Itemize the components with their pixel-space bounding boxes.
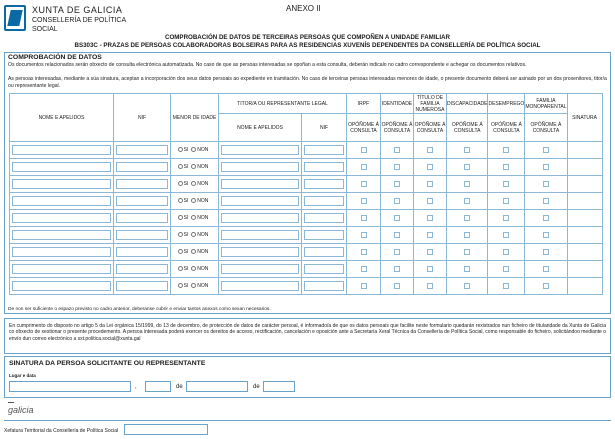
col-identity: IDENTIDADE: [381, 94, 414, 114]
table-cell: [171, 244, 219, 261]
section-para-2: As persoas interesadas, mediante a súa sinatura, aceptan a incorporación dos seus datos persoais ao expediente en tramitación. No caso de terceiras persoas interesadas menores de idade, o presente documento deberá ser asinado por un dos proxenitores, titor/a ou representante legal.: [8, 76, 607, 89]
person-nif-input[interactable]: [116, 264, 168, 274]
table-cell: [381, 261, 414, 278]
oppose-single-parent-checkbox[interactable]: [543, 181, 549, 187]
guardian-nif-input[interactable]: [304, 162, 344, 172]
table-cell: [447, 244, 488, 261]
guardian-name-input[interactable]: [221, 281, 299, 291]
oppose-disability-checkbox[interactable]: [464, 181, 470, 187]
table-cell: [381, 244, 414, 261]
table-cell: [171, 159, 219, 176]
office-input[interactable]: [124, 424, 208, 435]
oppose-large-family-checkbox[interactable]: [427, 249, 433, 255]
table-cell: [347, 159, 381, 176]
table-cell: [302, 159, 347, 176]
person-nif-input[interactable]: [116, 196, 168, 206]
oppose-unemployment-checkbox[interactable]: [503, 198, 509, 204]
table-cell: [567, 159, 602, 176]
oppose-single-parent-checkbox[interactable]: [543, 249, 549, 255]
oppose-irpf-checkbox[interactable]: [361, 266, 367, 272]
oppose-unemployment-checkbox[interactable]: [503, 181, 509, 187]
minor-no-radio[interactable]: [191, 266, 196, 271]
minor-no-radio[interactable]: [191, 249, 196, 254]
oppose-disability-checkbox[interactable]: [464, 266, 470, 272]
oppose-identity-checkbox[interactable]: [394, 266, 400, 272]
form-title-2: BS303C - PRAZAS DE PERSOAS COLABORADORAS BOLSEIRAS PARA AS RESIDENCIAS XUVENÍS DEPENDENTES DA CONSELLERÍA DE POLÍTICA SOCIAL: [74, 42, 541, 49]
table-cell: [10, 159, 114, 176]
table-cell: [414, 142, 447, 159]
table-cell: [302, 193, 347, 210]
oppose-single-parent-checkbox[interactable]: [543, 147, 549, 153]
table-cell: [381, 159, 414, 176]
no-label: NON: [197, 198, 209, 204]
guardian-nif-input[interactable]: [304, 145, 344, 155]
table-row: [10, 278, 603, 295]
oppose-single-parent-checkbox[interactable]: [543, 232, 549, 238]
month-input[interactable]: [186, 381, 248, 392]
minor-yes-radio[interactable]: [178, 266, 183, 271]
person-nif-input[interactable]: [116, 179, 168, 189]
table-cell: [567, 227, 602, 244]
table-cell: [171, 176, 219, 193]
col-large-family: TÍTULO DE FAMILIA NUMEROSA: [414, 94, 447, 114]
table-cell: [525, 142, 567, 159]
no-label: NON: [197, 232, 209, 238]
table-cell: [10, 176, 114, 193]
guardian-name-input[interactable]: [221, 145, 299, 155]
table-cell: [567, 176, 602, 193]
table-cell: [10, 142, 114, 159]
minor-no-radio[interactable]: [191, 164, 196, 169]
guardian-nif-input[interactable]: [304, 179, 344, 189]
table-cell: [302, 227, 347, 244]
no-label: NON: [197, 283, 209, 289]
yes-label: SI: [183, 181, 189, 187]
minor-no-radio[interactable]: [191, 283, 196, 288]
table-cell: [347, 227, 381, 244]
galicia-footer-logo: [8, 405, 34, 415]
oppose-disability-checkbox[interactable]: [464, 147, 470, 153]
oppose-disability-checkbox[interactable]: [464, 232, 470, 238]
oppose-single-parent-checkbox[interactable]: [543, 266, 549, 272]
table-cell: [10, 210, 114, 227]
oppose-irpf-checkbox[interactable]: [361, 215, 367, 221]
table-cell: [219, 193, 302, 210]
table-cell: [414, 176, 447, 193]
yes-label: SI: [183, 283, 189, 289]
table-cell: [302, 261, 347, 278]
person-nif-input[interactable]: [116, 247, 168, 257]
col-single-parent: FAMILIA MONOPARENTAL: [525, 94, 567, 114]
oppose-label: OPÓÑOME Á CONSULTA: [525, 114, 567, 142]
guardian-nif-input[interactable]: [304, 247, 344, 257]
oppose-irpf-checkbox[interactable]: [361, 198, 367, 204]
table-cell: [381, 278, 414, 295]
minor-yes-radio[interactable]: [178, 232, 183, 237]
comma-label: ,: [135, 384, 137, 390]
table-cell: [488, 193, 525, 210]
table-cell: [447, 210, 488, 227]
de-label-1: de: [176, 384, 183, 390]
table-cell: [219, 210, 302, 227]
col-guardian: TITOR/A OU REPRESENTANTE LEGAL: [219, 94, 347, 114]
yes-label: SI: [183, 198, 189, 204]
table-cell: [347, 142, 381, 159]
oppose-irpf-checkbox[interactable]: [361, 232, 367, 238]
oppose-large-family-checkbox[interactable]: [427, 266, 433, 272]
table-cell: [447, 227, 488, 244]
oppose-disability-checkbox[interactable]: [464, 249, 470, 255]
space-note: De non ser suficiente o espazo previsto no cadro anterior, deberanse cubrir e enviar tantos anexos como sexan necesarios.: [8, 307, 271, 312]
oppose-single-parent-checkbox[interactable]: [543, 215, 549, 221]
minor-no-radio[interactable]: [191, 181, 196, 186]
xunta-emblem-icon: [4, 5, 26, 31]
table-cell: [525, 210, 567, 227]
table-cell: [488, 142, 525, 159]
table-cell: [10, 193, 114, 210]
table-cell: [447, 176, 488, 193]
person-name-input[interactable]: [12, 264, 111, 274]
table-cell: [219, 244, 302, 261]
guardian-nif-input[interactable]: [304, 264, 344, 274]
guardian-name-input[interactable]: [221, 179, 299, 189]
logo-line-3: SOCIAL: [32, 26, 58, 33]
place-date-label: Lugar e data: [9, 373, 36, 378]
table-cell: [525, 278, 567, 295]
table-cell: [447, 261, 488, 278]
table-cell: [347, 193, 381, 210]
legal-notice: En cumprimento do disposto no artigo 5 da Lei orgánica 15/1999, do 13 de decembro, de protección de datos de carácter persoal, é informado/a de que os datos persoais que facilite neste formulario quedarán rexistrados nun ficheiro de titularidade da Xunta de Galicia co obxecto de xestionar o presente procedemento. A persoa interesada poderá exercer os dereitos de acceso, rectificación, cancelación e oposición ante a Secretaría Xeral Técnica da Consellería de Política Social, como responsable do ficheiro, solicitándoo mediante o envío dun correo electrónico a sxt.politica.social@xunta.gal: [4, 318, 611, 354]
table-cell: [414, 278, 447, 295]
person-nif-input[interactable]: [116, 281, 168, 291]
table-cell: [381, 193, 414, 210]
oppose-unemployment-checkbox[interactable]: [503, 147, 509, 153]
oppose-identity-checkbox[interactable]: [394, 215, 400, 221]
minor-yes-radio[interactable]: [178, 147, 183, 152]
oppose-disability-checkbox[interactable]: [464, 215, 470, 221]
table-cell: [414, 227, 447, 244]
minor-yes-radio[interactable]: [178, 283, 183, 288]
table-cell: [525, 261, 567, 278]
table-cell: [525, 193, 567, 210]
person-name-input[interactable]: [12, 247, 111, 257]
table-cell: [171, 278, 219, 295]
table-row: [10, 227, 603, 244]
minor-no-radio[interactable]: [191, 198, 196, 203]
oppose-label: OPÓÑOME Á CONSULTA: [488, 114, 525, 142]
oppose-unemployment-checkbox[interactable]: [503, 266, 509, 272]
footer-logo-text: galicia: [8, 405, 34, 415]
oppose-unemployment-checkbox[interactable]: [503, 215, 509, 221]
table-cell: [114, 159, 171, 176]
oppose-unemployment-checkbox[interactable]: [503, 232, 509, 238]
col-guardian-name: NOME E APELIDOS: [219, 114, 302, 142]
table-cell: [525, 176, 567, 193]
table-cell: [302, 210, 347, 227]
oppose-disability-checkbox[interactable]: [464, 164, 470, 170]
oppose-disability-checkbox[interactable]: [464, 198, 470, 204]
person-name-input[interactable]: [12, 145, 111, 155]
minor-yes-radio[interactable]: [178, 198, 183, 203]
table-cell: [10, 244, 114, 261]
table-cell: [10, 261, 114, 278]
person-name-input[interactable]: [12, 196, 111, 206]
oppose-label: OPÓÑOME Á CONSULTA: [347, 114, 381, 142]
person-name-input[interactable]: [12, 162, 111, 172]
guardian-name-input[interactable]: [221, 230, 299, 240]
table-cell: [447, 278, 488, 295]
table-cell: [171, 193, 219, 210]
table-cell: [567, 261, 602, 278]
person-nif-input[interactable]: [116, 162, 168, 172]
table-cell: [567, 244, 602, 261]
yes-label: SI: [183, 164, 189, 170]
table-cell: [114, 261, 171, 278]
table-row: [10, 159, 603, 176]
table-cell: [447, 159, 488, 176]
table-row: [10, 244, 603, 261]
oppose-irpf-checkbox[interactable]: [361, 147, 367, 153]
minor-yes-radio[interactable]: [178, 249, 183, 254]
table-cell: [114, 176, 171, 193]
yes-label: SI: [183, 266, 189, 272]
table-cell: [302, 278, 347, 295]
oppose-irpf-checkbox[interactable]: [361, 249, 367, 255]
table-cell: [567, 278, 602, 295]
table-cell: [525, 227, 567, 244]
table-cell: [567, 142, 602, 159]
no-label: NON: [197, 249, 209, 255]
oppose-label: OPÓÑOME Á CONSULTA: [414, 114, 447, 142]
logo-line-2: CONSELLERÍA DE POLÍTICA: [32, 17, 127, 24]
table-cell: [114, 227, 171, 244]
col-disability: DISCAPACIDADE: [447, 94, 488, 114]
guardian-name-input[interactable]: [221, 196, 299, 206]
signature-heading: SINATURA DA PERSOA SOLICITANTE OU REPRESENTANTE: [9, 360, 206, 367]
oppose-identity-checkbox[interactable]: [394, 232, 400, 238]
table-cell: [347, 278, 381, 295]
col-guardian-nif: NIF: [302, 114, 347, 142]
oppose-large-family-checkbox[interactable]: [427, 147, 433, 153]
table-cell: [381, 142, 414, 159]
oppose-irpf-checkbox[interactable]: [361, 283, 367, 289]
minor-yes-radio[interactable]: [178, 164, 183, 169]
table-row: [10, 210, 603, 227]
guardian-name-input[interactable]: [221, 162, 299, 172]
table-cell: [488, 261, 525, 278]
yes-label: SI: [183, 249, 189, 255]
person-name-input[interactable]: [12, 179, 111, 189]
table-cell: [219, 159, 302, 176]
person-name-input[interactable]: [12, 230, 111, 240]
person-name-input[interactable]: [12, 213, 111, 223]
table-cell: [347, 176, 381, 193]
guardian-nif-input[interactable]: [304, 196, 344, 206]
yes-label: SI: [183, 215, 189, 221]
table-row: [10, 176, 603, 193]
footer-divider: [4, 420, 611, 421]
table-cell: [114, 142, 171, 159]
table-cell: [488, 244, 525, 261]
no-label: NON: [197, 181, 209, 187]
table-cell: [447, 193, 488, 210]
table-cell: [10, 227, 114, 244]
table-cell: [414, 244, 447, 261]
table-cell: [525, 244, 567, 261]
oppose-unemployment-checkbox[interactable]: [503, 164, 509, 170]
table-cell: [114, 193, 171, 210]
no-label: NON: [197, 215, 209, 221]
oppose-irpf-checkbox[interactable]: [361, 164, 367, 170]
table-cell: [171, 210, 219, 227]
table-cell: [347, 261, 381, 278]
oppose-large-family-checkbox[interactable]: [427, 283, 433, 289]
footer-office: Xefatura Territorial da Consellería de Política Social: [4, 428, 119, 434]
oppose-large-family-checkbox[interactable]: [427, 232, 433, 238]
table-cell: [10, 278, 114, 295]
table-cell: [302, 176, 347, 193]
table-row: [10, 142, 603, 159]
table-cell: [488, 159, 525, 176]
table-cell: [219, 142, 302, 159]
col-minor: MENOR DE IDADE: [171, 94, 219, 142]
oppose-identity-checkbox[interactable]: [394, 283, 400, 289]
minor-no-radio[interactable]: [191, 232, 196, 237]
col-signature: SINATURA: [567, 94, 602, 142]
table-cell: [171, 227, 219, 244]
minor-yes-radio[interactable]: [178, 215, 183, 220]
oppose-large-family-checkbox[interactable]: [427, 215, 433, 221]
table-cell: [414, 159, 447, 176]
oppose-label: OPÓÑOME Á CONSULTA: [447, 114, 488, 142]
oppose-unemployment-checkbox[interactable]: [503, 283, 509, 289]
table-cell: [302, 244, 347, 261]
section-heading: COMPROBACIÓN DE DATOS: [8, 54, 102, 61]
table-cell: [414, 261, 447, 278]
table-cell: [219, 176, 302, 193]
year-input[interactable]: [263, 381, 295, 392]
table-cell: [488, 176, 525, 193]
table-cell: [414, 210, 447, 227]
guardian-name-input[interactable]: [221, 247, 299, 257]
table-cell: [171, 261, 219, 278]
oppose-disability-checkbox[interactable]: [464, 283, 470, 289]
annex-label: ANEXO II: [286, 4, 321, 13]
oppose-single-parent-checkbox[interactable]: [543, 198, 549, 204]
table-cell: [381, 227, 414, 244]
table-cell: [414, 193, 447, 210]
guardian-nif-input[interactable]: [304, 213, 344, 223]
table-cell: [171, 142, 219, 159]
logo-bar-icon: [8, 402, 14, 403]
minor-no-radio[interactable]: [191, 147, 196, 152]
table-cell: [219, 278, 302, 295]
oppose-single-parent-checkbox[interactable]: [543, 283, 549, 289]
oppose-large-family-checkbox[interactable]: [427, 181, 433, 187]
col-nif: NIF: [114, 94, 171, 142]
table-cell: [381, 176, 414, 193]
no-label: NON: [197, 147, 209, 153]
guardian-name-input[interactable]: [221, 213, 299, 223]
person-nif-input[interactable]: [116, 213, 168, 223]
table-cell: [488, 278, 525, 295]
table-cell: [567, 193, 602, 210]
guardian-nif-input[interactable]: [304, 281, 344, 291]
table-cell: [488, 210, 525, 227]
guardian-nif-input[interactable]: [304, 230, 344, 240]
section-para-1: Os documentos relacionados serán obxecto de consulta electrónica automatizada. No caso de que as persoas interesadas se opoñan a esta consulta, deberán indicalo no cadro correspondente e achegar os documentos relativos.: [8, 62, 527, 68]
table-cell: [302, 142, 347, 159]
oppose-identity-checkbox[interactable]: [394, 164, 400, 170]
oppose-large-family-checkbox[interactable]: [427, 198, 433, 204]
logo-line-1: XUNTA DE GALICIA: [32, 5, 123, 15]
form-title-1: COMPROBACIÓN DE DATOS DE TERCEIRAS PERSOAS QUE COMPOÑEN A UNIDADE FAMILIAR: [165, 34, 450, 41]
table-cell: [525, 159, 567, 176]
table-cell: [114, 244, 171, 261]
table-cell: [114, 210, 171, 227]
table-cell: [219, 227, 302, 244]
table-row: [10, 193, 603, 210]
oppose-identity-checkbox[interactable]: [394, 249, 400, 255]
person-name-input[interactable]: [12, 281, 111, 291]
de-label-2: de: [253, 384, 260, 390]
person-nif-input[interactable]: [116, 230, 168, 240]
table-cell: [219, 261, 302, 278]
oppose-single-parent-checkbox[interactable]: [543, 164, 549, 170]
oppose-identity-checkbox[interactable]: [394, 198, 400, 204]
col-unemployment: DESEMPREGO: [488, 94, 525, 114]
table-cell: [347, 210, 381, 227]
yes-label: SI: [183, 232, 189, 238]
guardian-name-input[interactable]: [221, 264, 299, 274]
minor-yes-radio[interactable]: [178, 181, 183, 186]
oppose-identity-checkbox[interactable]: [394, 147, 400, 153]
minor-no-radio[interactable]: [191, 215, 196, 220]
col-name: NOME E APELIDOS: [10, 94, 114, 142]
col-irpf: IRPF: [347, 94, 381, 114]
oppose-identity-checkbox[interactable]: [394, 181, 400, 187]
table-cell: [567, 210, 602, 227]
person-nif-input[interactable]: [116, 145, 168, 155]
signature-section: [4, 356, 611, 398]
table-cell: [447, 142, 488, 159]
table-cell: [114, 278, 171, 295]
table-cell: [347, 244, 381, 261]
oppose-label: OPÓÑOME Á CONSULTA: [381, 114, 414, 142]
table-cell: [381, 210, 414, 227]
oppose-unemployment-checkbox[interactable]: [503, 249, 509, 255]
oppose-large-family-checkbox[interactable]: [427, 164, 433, 170]
day-input[interactable]: [145, 381, 171, 392]
place-input[interactable]: [9, 381, 131, 392]
no-label: NON: [197, 164, 209, 170]
table-row: [10, 261, 603, 278]
no-label: NON: [197, 266, 209, 272]
table-cell: [488, 227, 525, 244]
persons-table: [9, 93, 603, 295]
oppose-irpf-checkbox[interactable]: [361, 181, 367, 187]
yes-label: SI: [183, 147, 189, 153]
